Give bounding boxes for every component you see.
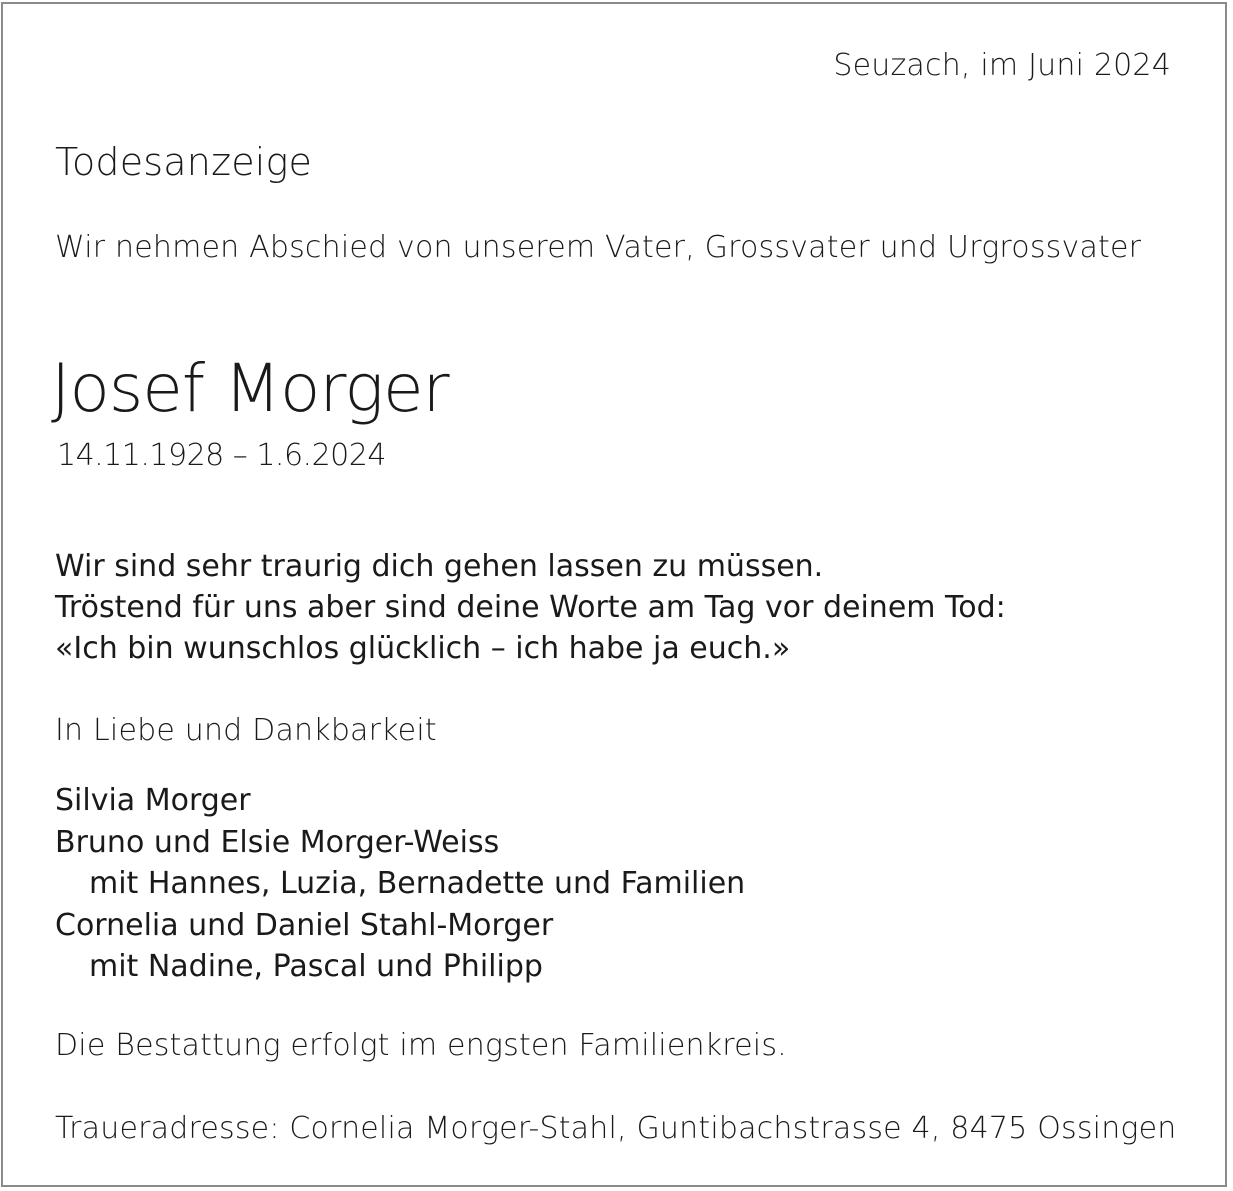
mourner-entry: Silvia Morger (55, 783, 251, 818)
quote-line: Wir sind sehr traurig dich gehen lassen zu müssen. (55, 549, 824, 584)
notice-heading: Todesanzeige (55, 140, 313, 184)
quote-block (55, 546, 1006, 669)
mourner-subentry: mit Nadine, Pascal und Philipp (89, 949, 543, 984)
place-date: Seuzach, im Juni 2024 (833, 48, 1171, 83)
mourning-address: Traueradresse: Cornelia Morger-Stahl, Guntibachstrasse 4, 8475 Ossingen (55, 1111, 1177, 1146)
closing-text: In Liebe und Dankbarkeit (55, 713, 437, 748)
mourners-list (55, 780, 745, 988)
life-dates: 14.11.1928 – 1.6.2024 (57, 438, 386, 473)
quote-line: «Ich bin wunschlos glücklich – ich habe ja euch.» (55, 631, 791, 666)
quote-line: Tröstend für uns aber sind deine Worte am Tag vor deinem Tod: (55, 590, 1006, 625)
deceased-name: Josef Morger (51, 350, 449, 427)
mourner-entry: Bruno und Elsie Morger-Weiss (55, 824, 500, 860)
intro-text: Wir nehmen Abschied von unserem Vater, Grossvater und Urgrossvater (55, 230, 1142, 265)
funeral-note: Die Bestattung erfolgt im engsten Familienkreis. (55, 1028, 787, 1063)
mourner-entry: Cornelia und Daniel Stahl-Morger (55, 907, 554, 943)
notice-frame (1, 2, 1227, 1187)
mourner-subentry: mit Hannes, Luzia, Bernadette und Familien (89, 866, 746, 901)
